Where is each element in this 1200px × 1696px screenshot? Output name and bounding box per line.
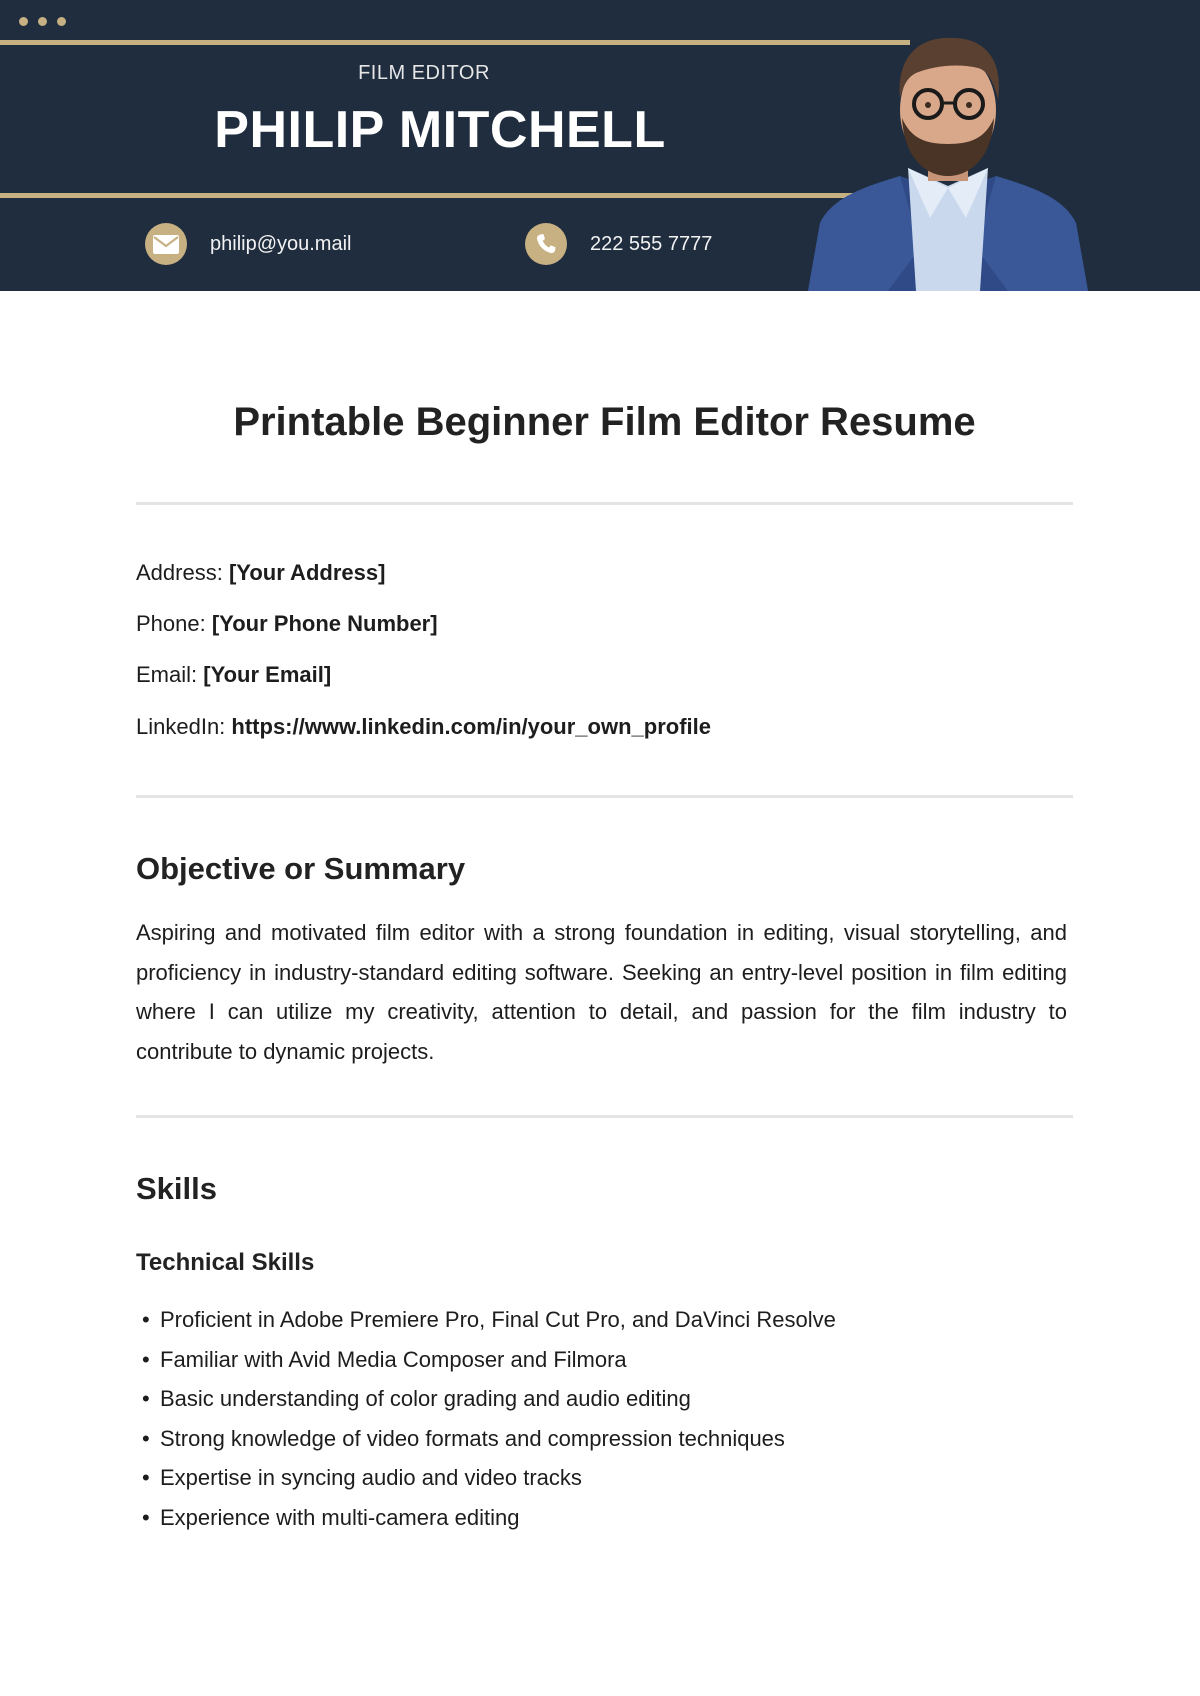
- skill-text: Expertise in syncing audio and video tracks: [160, 1465, 582, 1490]
- header-email: [145, 223, 351, 265]
- phone-value: [Your Phone Number]: [211, 611, 438, 636]
- person-name: PHILIP MITCHELL: [214, 101, 666, 159]
- bullet-icon: •: [142, 1307, 150, 1332]
- linkedin-line: [136, 714, 711, 740]
- skill-text: Strong knowledge of video formats and compression techniques: [160, 1425, 785, 1451]
- email-value: [Your Email]: [203, 662, 332, 687]
- skill-text: Familiar with Avid Media Composer and Filmora: [160, 1346, 627, 1372]
- bullet-icon: •: [142, 1386, 150, 1411]
- document-title: Printable Beginner Film Editor Resume: [233, 400, 976, 444]
- address-value: [Your Address]: [228, 560, 386, 585]
- dot-icon: [19, 17, 28, 26]
- email-icon: [145, 223, 187, 265]
- header-bottom-divider: [0, 193, 905, 198]
- bullet-icon: •: [142, 1504, 150, 1530]
- profile-photo: [808, 18, 1088, 291]
- section-divider: [136, 1115, 1073, 1118]
- list-item: [142, 1379, 836, 1419]
- list-item: [142, 1458, 836, 1498]
- linkedin-value: https://www.linkedin.com/in/your_own_profile: [231, 714, 711, 739]
- job-title: FILM EDITOR: [358, 62, 490, 84]
- phone-line: [136, 611, 438, 637]
- dot-icon: [38, 17, 47, 26]
- address-label: Address:: [136, 560, 223, 585]
- header-phone-text: 222 555 7777: [590, 232, 713, 255]
- list-item: [142, 1419, 836, 1459]
- bullet-icon: •: [142, 1346, 150, 1372]
- list-item: [142, 1340, 836, 1380]
- section-divider: [136, 502, 1073, 505]
- skill-text: Basic understanding of color grading and audio editing: [160, 1386, 691, 1411]
- header-email-text: philip@you.mail: [210, 232, 352, 255]
- address-line: [136, 560, 385, 586]
- phone-label: Phone:: [136, 611, 206, 636]
- resume-header: [0, 0, 1200, 291]
- bullet-icon: •: [142, 1465, 150, 1490]
- header-phone: [525, 223, 712, 265]
- summary-heading: Objective or Summary: [136, 851, 466, 886]
- list-item: [142, 1300, 836, 1340]
- window-dots: [19, 17, 66, 26]
- email-line: [136, 662, 331, 688]
- technical-skills-list: [142, 1300, 836, 1537]
- list-item: [142, 1498, 836, 1538]
- technical-skills-heading: Technical Skills: [136, 1249, 315, 1276]
- header-top-divider: [0, 40, 910, 45]
- phone-icon: [525, 223, 567, 265]
- linkedin-label: LinkedIn:: [136, 714, 226, 739]
- skill-text: Proficient in Adobe Premiere Pro, Final Cut Pro, and DaVinci Resolve: [160, 1307, 836, 1332]
- email-label: Email:: [136, 662, 198, 687]
- bullet-icon: •: [142, 1425, 150, 1451]
- dot-icon: [57, 17, 66, 26]
- skill-text: Experience with multi-camera editing: [160, 1504, 520, 1530]
- skills-heading: Skills: [136, 1171, 217, 1206]
- section-divider: [136, 795, 1073, 798]
- summary-text: Aspiring and motivated film editor with a strong foundation in editing, visual storytelling, and proficiency in industry-standard editing software. Seeking an entry-level position in film editing where I can utilize my creativity, attention to detail, and passion for the film industry to contribute to dynamic projects.: [136, 920, 1067, 1064]
